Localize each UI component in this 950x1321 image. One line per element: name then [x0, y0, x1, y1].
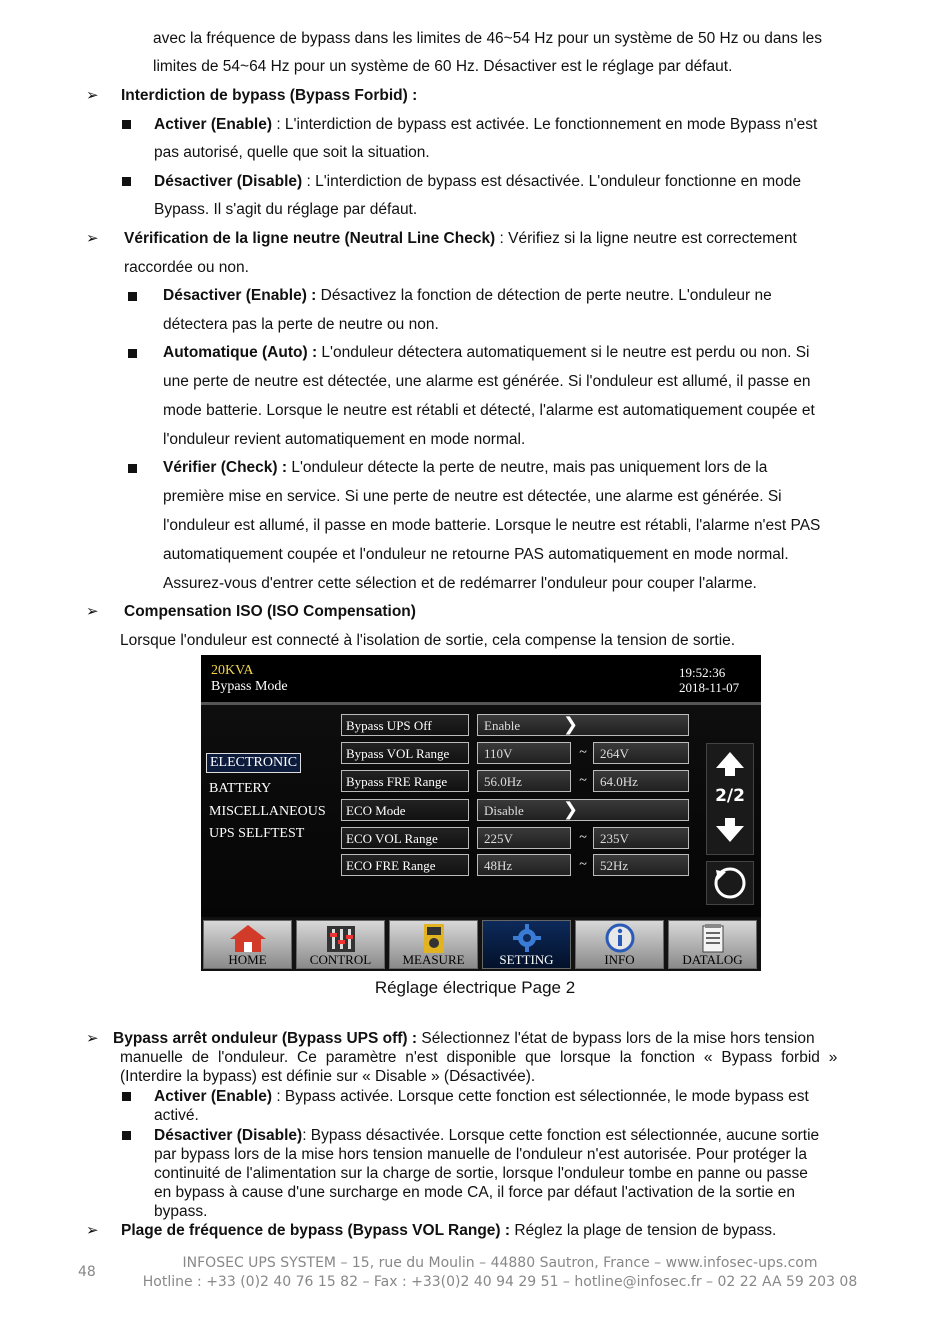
- arrow-bullet-icon: ➢: [86, 603, 99, 620]
- setting-value: 56.0Hz: [484, 774, 522, 789]
- setting-label: Bypass FRE Range: [341, 770, 469, 792]
- tab-label: HOME: [228, 952, 267, 967]
- back-button[interactable]: [706, 861, 754, 905]
- setting-value: 235V: [600, 831, 629, 846]
- tab-setting[interactable]: [482, 920, 571, 969]
- arrow-down-icon: [716, 818, 744, 842]
- square-bullet-icon: [122, 1131, 131, 1140]
- arrow-bullet-icon: ➢: [86, 87, 99, 104]
- gear-icon: [507, 923, 547, 953]
- menu-item-miscellaneous[interactable]: MISCELLANEOUS: [209, 804, 326, 819]
- tab-label: DATALOG: [682, 952, 743, 967]
- setting-value: 64.0Hz: [600, 774, 638, 789]
- text-line: première mise en service. Si une perte de neutre est détectée, une alarme est générée. Si: [163, 488, 782, 505]
- text-line: Assurez-vous d'entrer cette sélection et de redémarrer l'onduleur pour couper l'alarme.: [163, 575, 757, 592]
- arrow-bullet-icon: ➢: [86, 1222, 99, 1239]
- ups-screen-screenshot: [201, 655, 761, 971]
- setting-value: 110V: [484, 746, 513, 761]
- square-bullet-icon: [128, 292, 137, 301]
- eco-vol-min-field[interactable]: [477, 827, 571, 849]
- setting-value: 264V: [600, 746, 629, 761]
- control-sliders-icon: [321, 923, 361, 953]
- bottom-tab-bar: [201, 917, 761, 971]
- page-number: 48: [78, 1264, 96, 1280]
- section-heading: Interdiction de bypass (Bypass Forbid) :: [121, 87, 418, 104]
- setting-value: Disable: [484, 803, 524, 818]
- text-line: (Interdire la bypass) est définie sur « Disable » (Désactivée).: [120, 1068, 536, 1085]
- mode-label: Bypass Mode: [211, 679, 288, 694]
- time-label: 19:52:36: [679, 665, 726, 680]
- screen-header-left: [211, 663, 288, 695]
- eco-fre-min-field[interactable]: [477, 854, 571, 876]
- datalog-notepad-icon: [693, 923, 733, 953]
- text-line: Automatique (Auto) : L'onduleur détectera automatiquement si le neutre est perdu ou non. Si: [163, 344, 810, 361]
- bypass-ups-off-select[interactable]: [477, 714, 689, 736]
- text-line: raccordée ou non.: [124, 259, 249, 276]
- setting-label: ECO Mode: [341, 799, 469, 821]
- text-line: détectera pas la perte de neutre ou non.: [163, 316, 439, 333]
- text-line: avec la fréquence de bypass dans les limites de 46~54 Hz pour un système de 50 Hz ou dans les: [153, 30, 823, 47]
- setting-label: ECO FRE Range: [341, 854, 469, 876]
- setting-label: Bypass UPS Off: [341, 714, 469, 736]
- bypass-vol-max-field[interactable]: [593, 742, 689, 764]
- text-line: Activer (Enable) : Bypass activée. Lorsque cette fonction est sélectionnée, le mode bypass est: [154, 1088, 809, 1105]
- home-icon: [228, 923, 268, 953]
- text-line: Désactiver (Enable) : Désactivez la fonction de détection de perte neutre. L'onduleur ne: [163, 287, 772, 304]
- arrow-up-icon: [716, 752, 744, 776]
- eco-fre-max-field[interactable]: [593, 854, 689, 876]
- tab-datalog[interactable]: [668, 920, 757, 969]
- screen-header-right: [679, 665, 739, 695]
- bypass-fre-min-field[interactable]: [477, 770, 571, 792]
- measure-meter-icon: [414, 923, 454, 953]
- chevron-right-icon: ❯: [563, 799, 579, 820]
- text-line: Lorsque l'onduleur est connecté à l'isolation de sortie, cela compense la tension de sortie.: [120, 632, 736, 649]
- range-separator: ~: [579, 745, 587, 760]
- text-line: pas autorisé, quelle que soit la situation.: [154, 144, 430, 161]
- text-line: Désactiver (Disable): Bypass désactivée. Lorsque cette fonction est sélectionnée, aucune sortie: [154, 1127, 820, 1144]
- section-heading: Compensation ISO (ISO Compensation): [124, 603, 416, 620]
- text-line: continuité de l'alimentation sur la charge de sortie, lorsque l'onduleur tombe en panne ou passe: [154, 1165, 808, 1182]
- refresh-back-icon: [707, 862, 753, 904]
- eco-vol-max-field[interactable]: [593, 827, 689, 849]
- footer-contact: Hotline : +33 (0)2 40 76 15 82 – Fax : +33(0)2 40 94 29 51 – hotline@infosec.fr – 02 22 AA 59 203 08: [142, 1274, 858, 1290]
- section-heading: Vérification de la ligne neutre (Neutral Line Check) : Vérifiez si la ligne neutre est correctement: [124, 230, 797, 247]
- section-heading: Bypass arrêt onduleur (Bypass UPS off) : Sélectionnez l'état de bypass lors de la mise hors tension: [113, 1030, 815, 1047]
- menu-item-ups-selftest[interactable]: UPS SELFTEST: [209, 826, 305, 841]
- text-line: Vérifier (Check) : L'onduleur détecte la perte de neutre, mais pas uniquement lors de la: [163, 459, 768, 476]
- model-label: 20KVA: [211, 663, 254, 678]
- text-line: Bypass. Il s'agit du réglage par défaut.: [154, 201, 418, 218]
- setting-label: Bypass VOL Range: [341, 742, 469, 764]
- arrow-bullet-icon: ➢: [86, 1030, 99, 1047]
- setting-value: 52Hz: [600, 858, 629, 873]
- text-line: en bypass à cause d'une surcharge en mode CA, il force par défaut l'activation de la sortie en: [154, 1184, 795, 1201]
- page-indicator: 2/2: [715, 786, 745, 806]
- text-line: Désactiver (Disable) : L'interdiction de bypass est désactivée. L'onduleur fonctionne en mode: [154, 173, 801, 190]
- tab-home[interactable]: [203, 920, 292, 969]
- eco-mode-select[interactable]: [477, 799, 689, 821]
- text-line: une perte de neutre est détectée, une alarme est générée. Si l'onduleur est allumé, il passe en: [163, 373, 811, 390]
- setting-value: 48Hz: [484, 858, 513, 873]
- bypass-vol-min-field[interactable]: [477, 742, 571, 764]
- text-line: l'onduleur est allumé, il passe en mode batterie. Lorsque le neutre est rétabli, l'alarme n'est PAS: [163, 517, 821, 534]
- footer-address: INFOSEC UPS SYSTEM – 15, rue du Moulin – 44880 Sautron, France – www.infosec-ups.com: [182, 1255, 818, 1271]
- tab-control[interactable]: [296, 920, 385, 969]
- section-heading: Plage de fréquence de bypass (Bypass VOL Range) : Réglez la plage de tension de bypass.: [121, 1222, 777, 1239]
- info-icon: [600, 923, 640, 953]
- tab-label: MEASURE: [402, 952, 465, 967]
- text-line: Activer (Enable) : L'interdiction de bypass est activée. Le fonctionnement en mode Bypass n'est: [154, 116, 818, 133]
- setting-value: Enable: [484, 718, 521, 733]
- setting-label: ECO VOL Range: [341, 827, 469, 849]
- square-bullet-icon: [122, 120, 131, 129]
- text-line: activé.: [154, 1107, 199, 1124]
- text-line: mode batterie. Lorsque le neutre est rétabli et détecté, l'alarme est automatiquement coupée et: [163, 402, 815, 419]
- bypass-fre-max-field[interactable]: [593, 770, 689, 792]
- range-separator: ~: [579, 773, 587, 788]
- arrow-bullet-icon: ➢: [86, 230, 99, 247]
- range-separator: ~: [579, 830, 587, 845]
- text-line: bypass.: [154, 1203, 208, 1220]
- text-line: manuelle de l'onduleur. Ce paramètre n'est disponible que lorsque la fonction « Bypass forbid »: [120, 1049, 838, 1066]
- tab-label: CONTROL: [309, 952, 372, 967]
- square-bullet-icon: [128, 349, 137, 358]
- square-bullet-icon: [122, 1092, 131, 1101]
- date-label: 2018-11-07: [679, 680, 740, 695]
- text-line: automatiquement coupée et l'onduleur ne retourne PAS automatiquement en mode normal.: [163, 546, 789, 563]
- square-bullet-icon: [122, 177, 131, 186]
- menu-item-electronic[interactable]: ELECTRONIC: [206, 753, 301, 773]
- square-bullet-icon: [128, 464, 137, 473]
- page-nav-panel: [706, 743, 754, 855]
- tab-label: INFO: [604, 952, 635, 967]
- figure-caption: Réglage électrique Page 2: [374, 978, 576, 997]
- tab-label: SETTING: [499, 952, 554, 967]
- tab-info[interactable]: [575, 920, 664, 969]
- chevron-right-icon: ❯: [563, 714, 579, 735]
- setting-value: 225V: [484, 831, 513, 846]
- menu-item-battery[interactable]: BATTERY: [209, 781, 272, 796]
- tab-measure[interactable]: [389, 920, 478, 969]
- text-line: l'onduleur revient automatiquement en mode normal.: [163, 431, 526, 448]
- range-separator: ~: [579, 857, 587, 872]
- text-line: limites de 54~64 Hz pour un système de 60 Hz. Désactiver est le réglage par défaut.: [153, 58, 733, 75]
- text-line: par bypass lors de la mise hors tension manuelle de l'onduleur n'est autorisée. Pour protéger la: [154, 1146, 807, 1163]
